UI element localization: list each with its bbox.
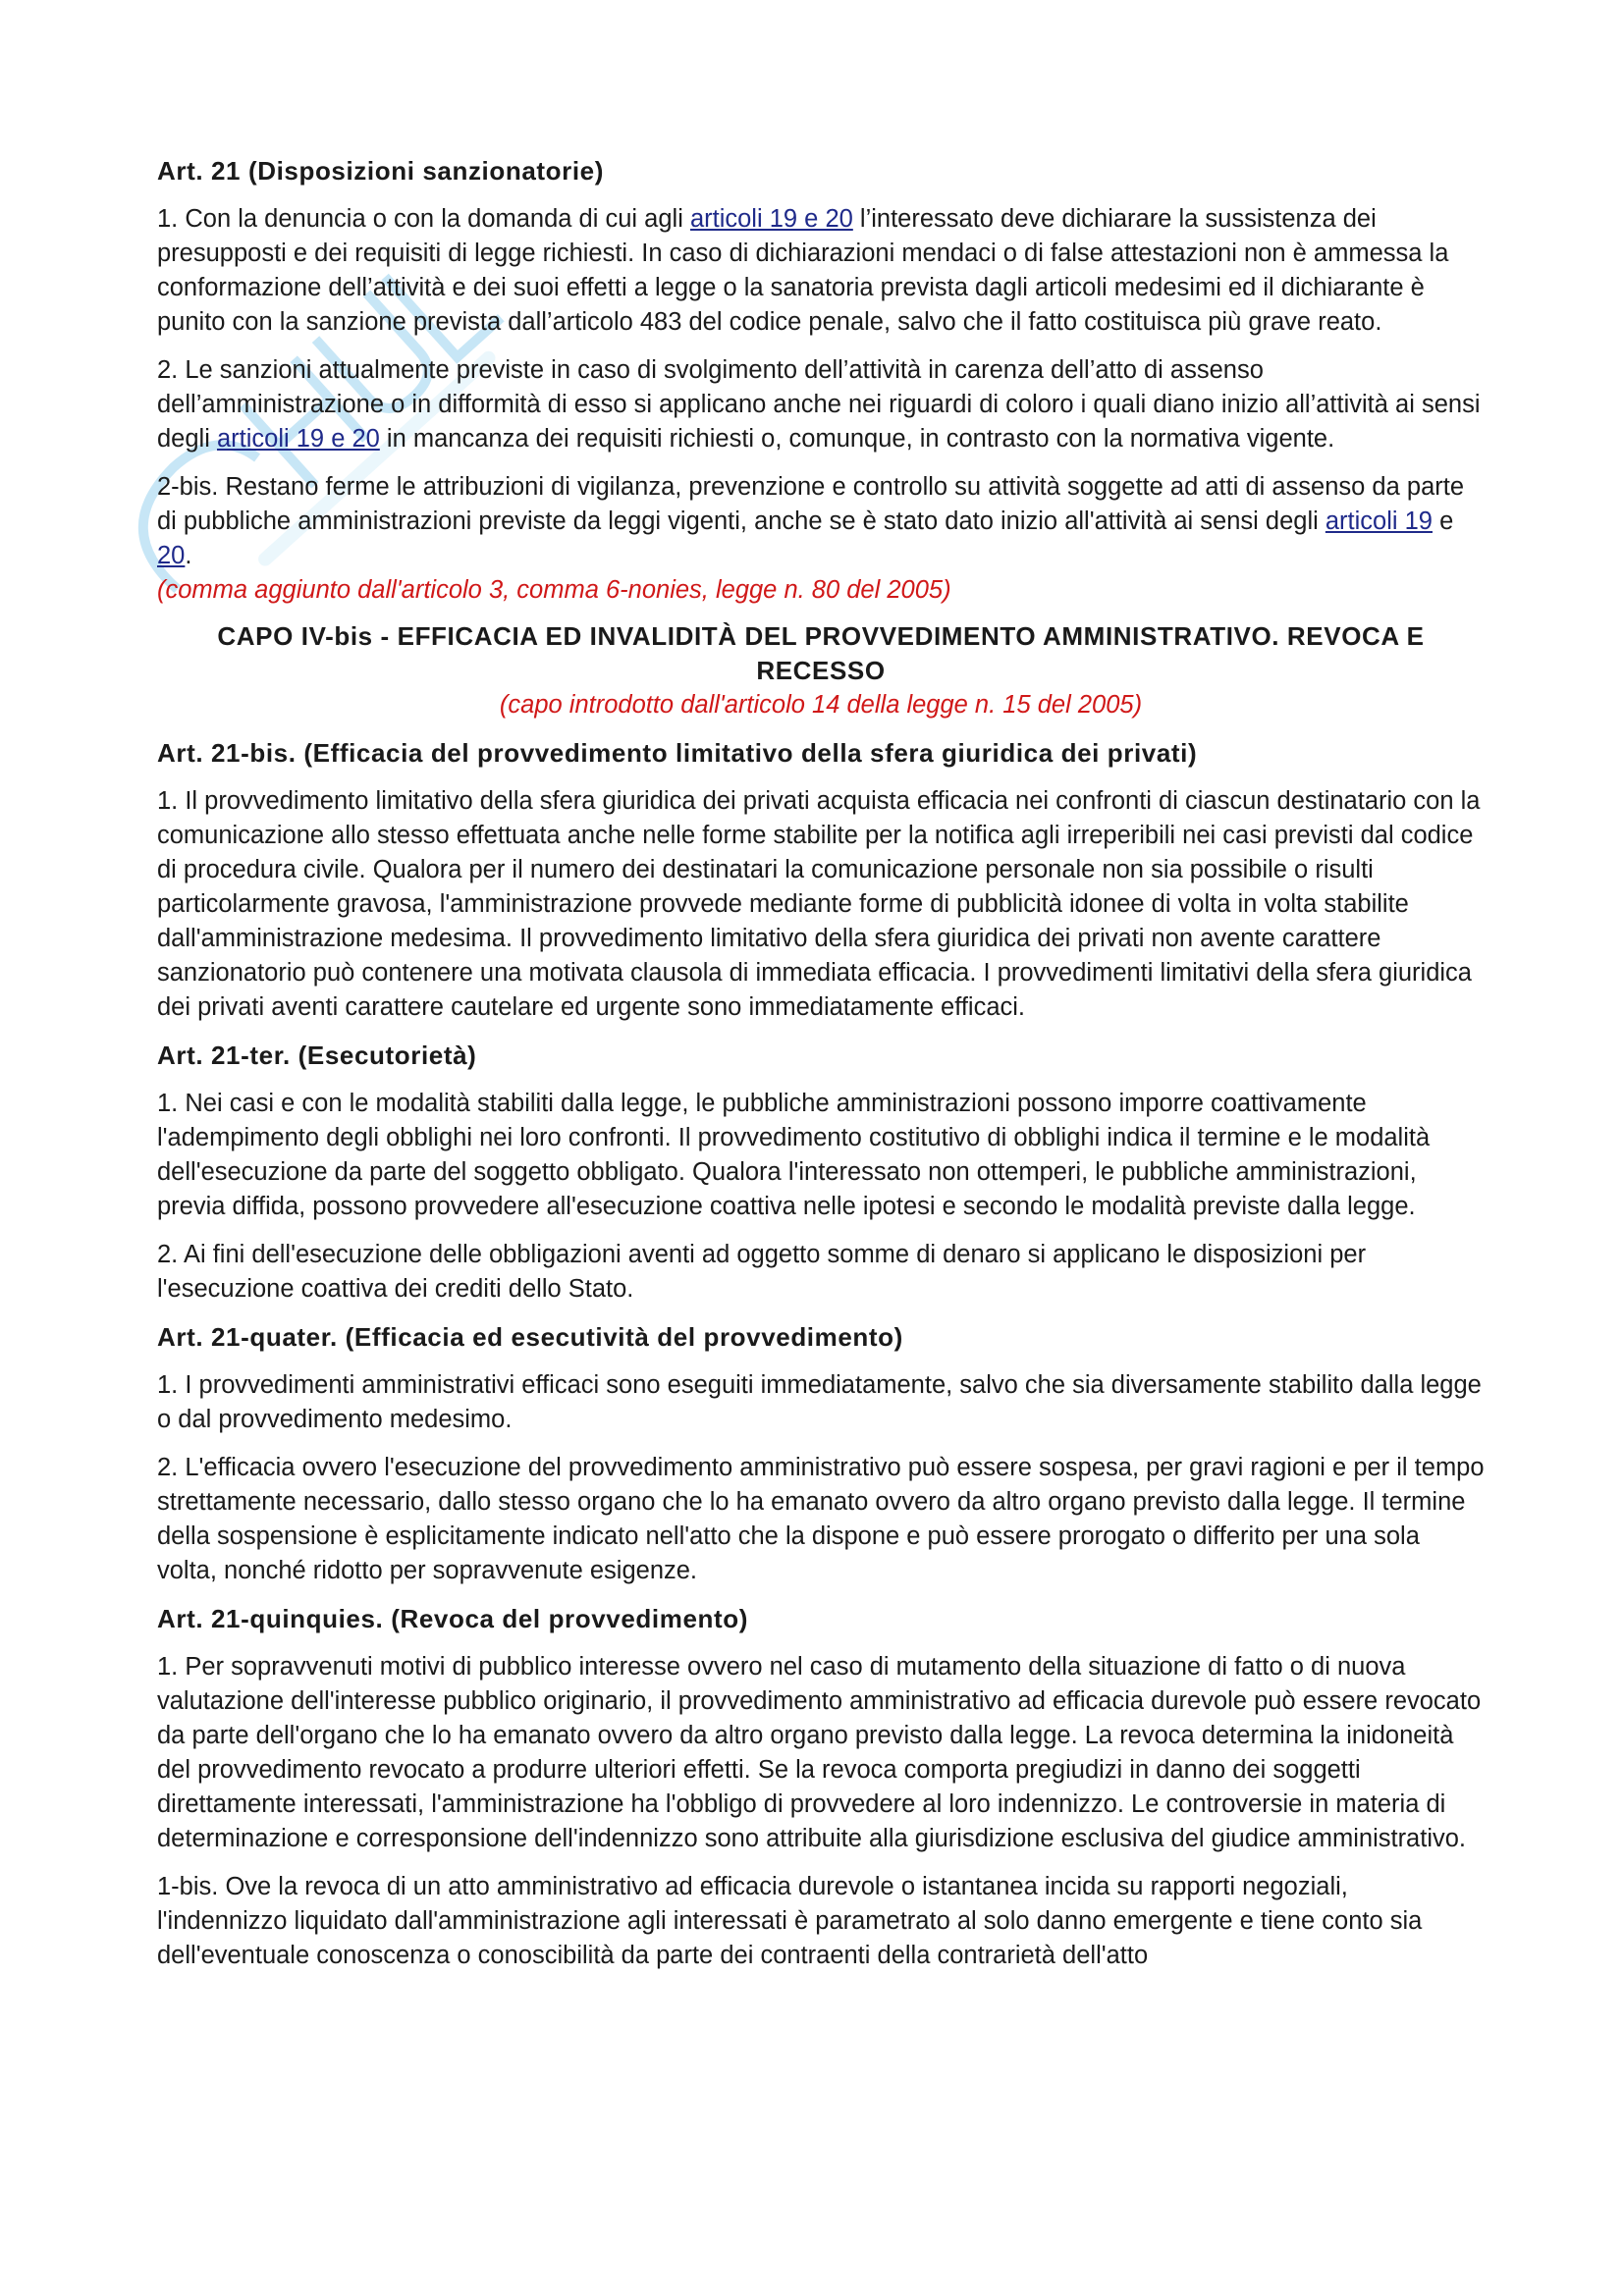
art21bis-paragraph-1: 1. Il provvedimento limitativo della sfera giuridica dei privati acquista efficacia nei confronti di ciascun destinatario con la comunicazione allo stesso effettuata anche nelle forme stabilite per la notifica agli irreperibili nei casi previsti dal codice di procedura civile. Qualora per il numero dei destinatari la comunicazione personale non sia possibile o risulti particolarmente gravosa, l'amministrazione provvede mediante forme di pubblicità idonee di volta in volta stabilite dall'amministrazione medesima. Il provvedimento limitativo della sfera giuridica dei privati non avente carattere sanzionatorio può contenere una motivata clausola di immediata efficacia. I provvedimenti limitativi della sfera giuridica dei privati aventi carattere cautelare ed urgente sono immediatamente efficaci. [157,787,1481,1021]
capo-heading: CAPO IV-bis - EFFICACIA ED INVALIDITÀ DEL PROVVEDIMENTO AMMINISTRATIVO. REVOCA E RECESSO [217,621,1425,685]
art21-paragraph-2 [157,353,1485,456]
articolo-20-link[interactable]: 20 [157,542,186,569]
text-span: l’interessato deve dichiarare la sussistenza dei presupposti e dei requisiti di legge richiesti. In caso di dichiarazioni mendaci o di false attestazioni non è ammessa la conformazione dell’attività e dei suoi effetti a legge o la sanatoria prevista dagli articoli medesimi ed il dichiarante è punito con la sanzione prevista dall’articolo 483 del codice penale, salvo che il fatto costituisca più grave reato. [157,205,1449,336]
text-span: 1. Con la denuncia o con la domanda di cui agli [157,205,690,233]
text-span: in mancanza dei requisiti richiesti o, comunque, in contrasto con la normativa vigente. [379,425,1335,453]
art21quinquies-title: Art. 21-quinquies. (Revoca del provvedimento) [157,1604,748,1633]
articoli-19-20-link[interactable]: articoli 19 e 20 [689,205,853,233]
art21ter-paragraph-2: 2. Ai fini dell'esecuzione delle obbligazioni aventi ad oggetto somme di denaro si applicano le disposizioni per l'esecuzione coattiva dei crediti dello Stato. [157,1241,1367,1303]
text-span: . [185,542,192,569]
art21-title: Art. 21 (Disposizioni sanzionatorie) [157,156,604,186]
text-span: 2-bis. Restano ferme le attribuzioni di vigilanza, prevenzione e controllo su attività soggette ad atti di assenso da parte di pubbliche amministrazioni previste da leggi vigenti, anche se è stato dato inizio all'attività ai sensi degli [157,473,1465,535]
art21quater-paragraph-2: 2. L'efficacia ovvero l'esecuzione del provvedimento amministrativo può essere sospesa, per gravi ragioni e per il tempo strettamente necessario, dallo stesso organo che lo ha emanato ovvero da altro organo previsto dalla legge. Il termine della sospensione è esplicitamente indicato nell'atto che la dispone e può essere prorogato o differito per una sola volta, nonché ridotto per sopravvenute esigenze. [157,1454,1485,1584]
text-span: 2. Le sanzioni attualmente previste in caso di svolgimento dell’attività in carenza dell’atto di assenso dell’amministrazione o in difformità di esso si applicano anche nei riguardi di coloro i quali diano inizio all’attività ai sensi degli [157,356,1481,453]
art21ter-title: Art. 21-ter. (Esecutorietà) [157,1041,477,1070]
capo-note: (capo introdotto dall'articolo 14 della legge n. 15 del 2005) [499,691,1143,719]
text-span: e [1433,507,1454,535]
art21quinquies-paragraph-1: 1. Per sopravvenuti motivi di pubblico interesse ovvero nel caso di mutamento della situazione di fatto o di nuova valutazione dell'interesse pubblico originario, il provvedimento amministrativo ad efficacia durevole può essere revocato da parte dell'organo che lo ha emanato ovvero da altro organo previsto dalla legge. La revoca determina la inidoneità del provvedimento revocato a produrre ulteriori effetti. Se la revoca comporta pregiudizi in danno dei soggetti direttamente interessati, l'amministrazione ha l'obbligo di provvedere al loro indennizzo. Le controversie in materia di determinazione e corresponsione dell'indennizzo sono attribuite alla giurisdizione esclusiva del giudice amministrativo. [157,1653,1482,1852]
art21-amendment-note: (comma aggiunto dall'articolo 3, comma 6-nonies, legge n. 80 del 2005) [157,576,951,604]
document-page [157,154,1485,1973]
art21-paragraph-2bis [157,470,1485,573]
art21bis-title: Art. 21-bis. (Efficacia del provvedimento limitativo della sfera giuridica dei privati) [157,738,1198,768]
articolo-19-link[interactable]: articoli 19 [1325,507,1433,535]
art21quater-paragraph-1: 1. I provvedimenti amministrativi efficaci sono eseguiti immediatamente, salvo che sia diversamente stabilito dalla legge o dal provvedimento medesimo. [157,1371,1482,1433]
art21-paragraph-1 [157,202,1485,340]
articoli-19-20-link[interactable]: articoli 19 e 20 [216,425,380,453]
art21ter-paragraph-1: 1. Nei casi e con le modalità stabiliti dalla legge, le pubbliche amministrazioni possono imporre coattivamente l'adempimento degli obblighi nei loro confronti. Il provvedimento costitutivo di obblighi indica il termine e le modalità dell'esecuzione da parte del soggetto obbligato. Qualora l'interessato non ottemperi, le pubbliche amministrazioni, previa diffida, possono provvedere all'esecuzione coattiva nelle ipotesi e secondo le modalità previste dalla legge. [157,1090,1431,1220]
art21quinquies-paragraph-1bis: 1-bis. Ove la revoca di un atto amministrativo ad efficacia durevole o istantanea incida su rapporti negoziali, l'indennizzo liquidato dall'amministrazione agli interessati è parametrato al solo danno emergente e tiene conto sia dell'eventuale conoscenza o conoscibilità da parte dei contraenti della contrarietà dell'atto [157,1873,1423,1969]
art21quater-title: Art. 21-quater. (Efficacia ed esecutività del provvedimento) [157,1322,903,1352]
